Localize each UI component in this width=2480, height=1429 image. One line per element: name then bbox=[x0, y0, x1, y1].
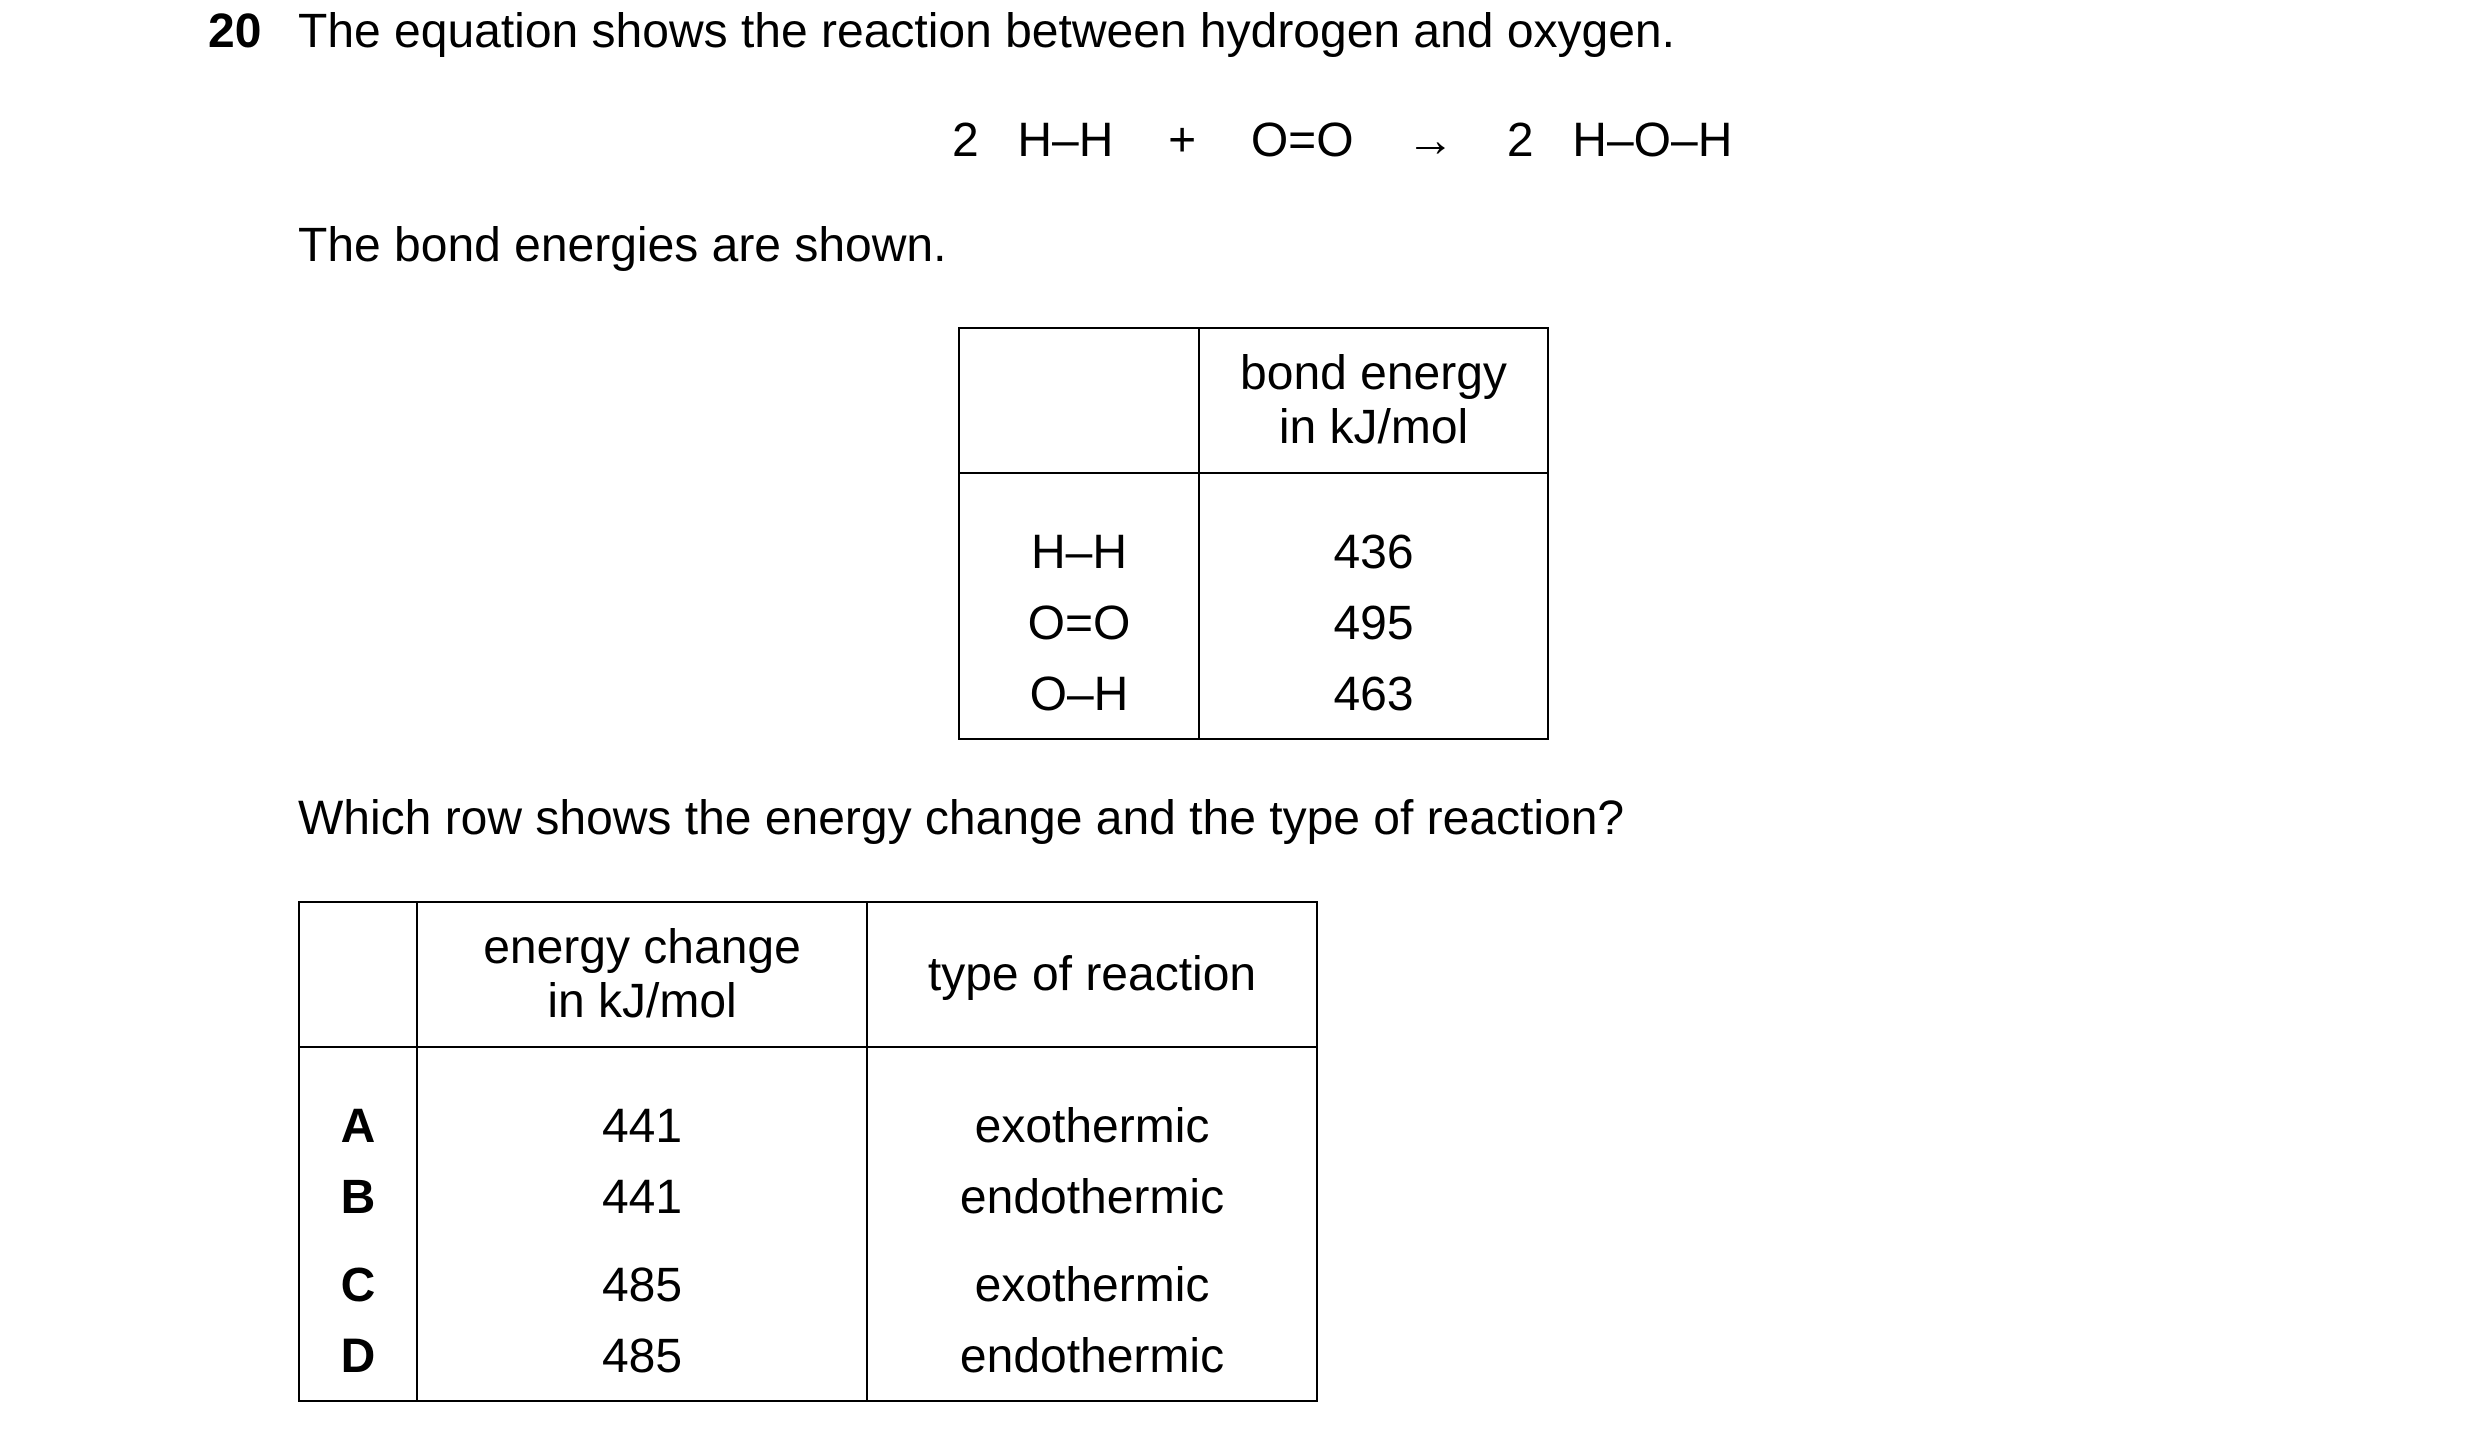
energy-cell: 495 bbox=[1333, 597, 1414, 650]
header-line: bond energy bbox=[1240, 346, 1507, 400]
header-line: energy change bbox=[483, 920, 801, 974]
equation-coefficient-product: 2 bbox=[1506, 114, 1534, 167]
bond-energy-header bbox=[1199, 328, 1548, 473]
reaction-type-header: type of reaction bbox=[867, 902, 1317, 1047]
reaction-type-cell: endothermic bbox=[959, 1171, 1225, 1224]
equation-coefficient: 2 bbox=[952, 114, 979, 167]
option-letter: D bbox=[299, 1330, 417, 1401]
equation-reactant-hydrogen: H–H bbox=[1017, 114, 1114, 167]
bond-cell: O=O bbox=[959, 580, 1199, 668]
table-row bbox=[959, 473, 1548, 580]
table-row bbox=[959, 580, 1548, 668]
question-stem: The equation shows the reaction between hydrogen and oxygen. bbox=[298, 5, 1675, 58]
option-row-b[interactable] bbox=[299, 1154, 1317, 1242]
question-number: 20 bbox=[208, 5, 262, 58]
equation-reactant-oxygen: O=O bbox=[1250, 114, 1354, 167]
equation-arrow: → bbox=[1406, 114, 1455, 167]
energy-change-cell: 485 bbox=[417, 1330, 867, 1401]
energy-change-cell: 441 bbox=[417, 1154, 867, 1242]
bond-energy-table bbox=[958, 327, 1549, 740]
empty-header-cell bbox=[959, 328, 1199, 473]
energy-change-cell: 441 bbox=[417, 1047, 867, 1154]
energy-change-cell: 485 bbox=[417, 1242, 867, 1330]
bond-energies-intro: The bond energies are shown. bbox=[298, 219, 947, 272]
bond-cell: O–H bbox=[959, 668, 1199, 739]
empty-header-cell bbox=[299, 902, 417, 1047]
reaction-type-cell: exothermic bbox=[974, 1259, 1210, 1312]
equation-product-water: H–O–H bbox=[1572, 114, 1733, 167]
header-unit: in kJ/mol bbox=[1278, 400, 1469, 454]
energy-cell: 436 bbox=[1333, 526, 1414, 579]
option-row-c[interactable] bbox=[299, 1242, 1317, 1330]
chemical-equation bbox=[952, 113, 1732, 169]
question-prompt: Which row shows the energy change and the type of reaction? bbox=[298, 792, 1625, 845]
energy-change-header bbox=[417, 902, 867, 1047]
option-letter: C bbox=[299, 1242, 417, 1330]
table-header-row bbox=[959, 328, 1548, 473]
bond-cell: H–H bbox=[959, 473, 1199, 580]
table-row bbox=[959, 668, 1548, 739]
energy-cell: 463 bbox=[1333, 668, 1414, 721]
option-row-a[interactable] bbox=[299, 1047, 1317, 1154]
table-header-row bbox=[299, 902, 1317, 1047]
reaction-type-cell: endothermic bbox=[959, 1330, 1225, 1383]
equation-plus: + bbox=[1168, 114, 1197, 167]
reaction-type-cell: exothermic bbox=[974, 1100, 1210, 1153]
option-letter: A bbox=[299, 1047, 417, 1154]
option-letter: B bbox=[299, 1154, 417, 1242]
option-row-d[interactable] bbox=[299, 1330, 1317, 1401]
header-unit: in kJ/mol bbox=[547, 974, 737, 1028]
answer-options-table bbox=[298, 901, 1318, 1402]
